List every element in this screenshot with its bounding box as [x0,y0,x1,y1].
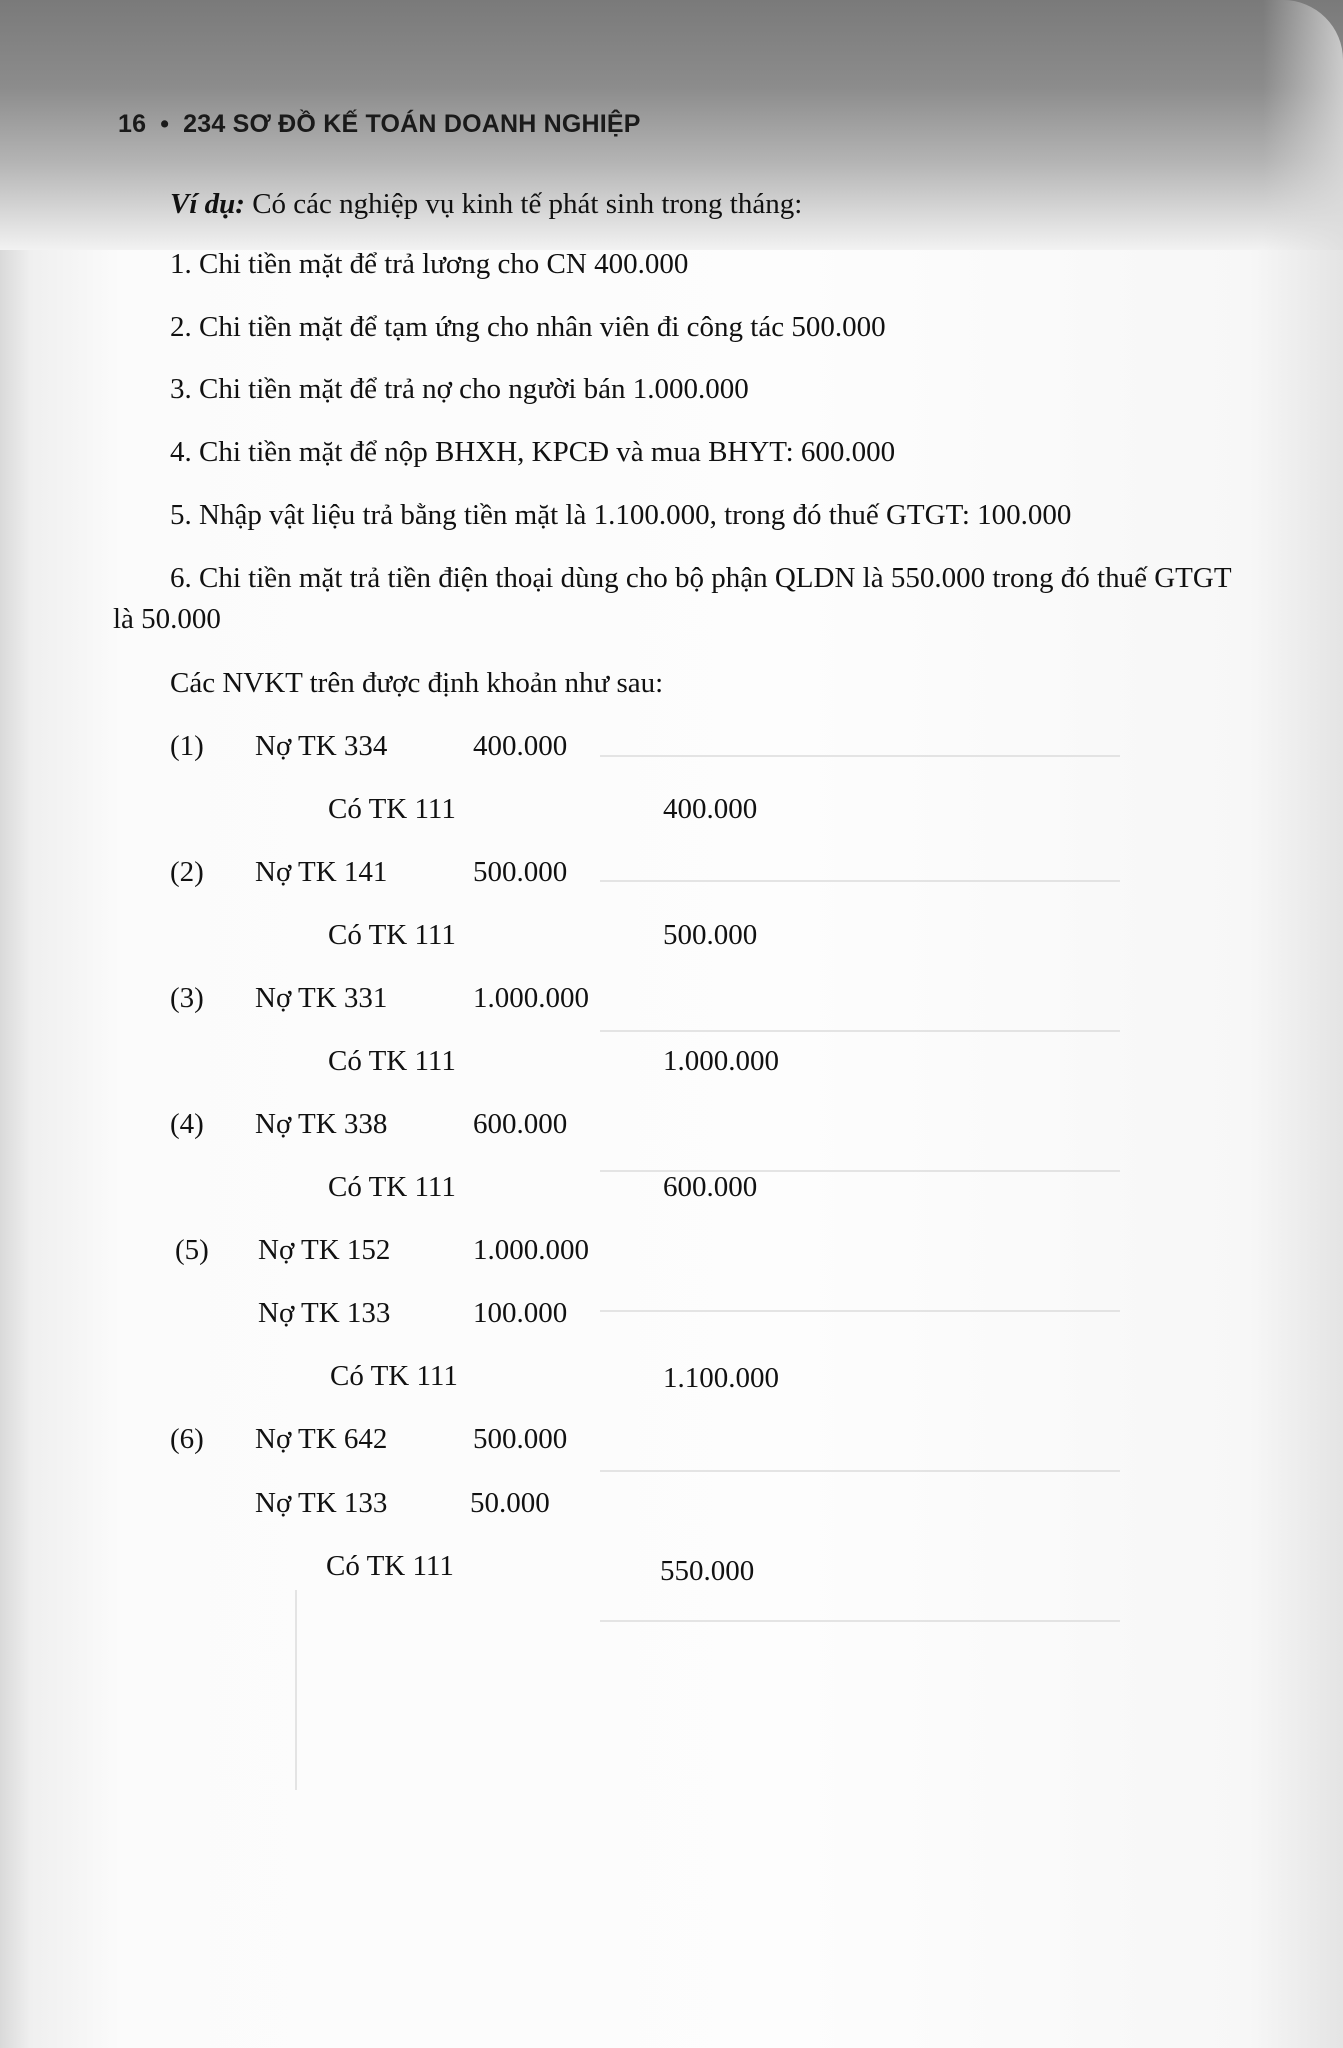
entry-debit: 500.000 [473,1423,568,1455]
entry-account: Có TK 111 [328,919,456,951]
entry-account: Có TK 111 [328,1045,456,1077]
entry-account: Nợ TK 331 [255,982,388,1014]
entry-account: Nợ TK 152 [258,1234,391,1266]
entry-account: Có TK 111 [326,1550,454,1582]
transaction-2: 2. Chi tiền mặt để tạm ứng cho nhân viên đi công tác 500.000 [170,311,886,343]
entry-account: Có TK 111 [328,793,456,825]
entry-credit: 1.100.000 [663,1362,779,1394]
entry-debit: 100.000 [473,1297,568,1329]
summary-heading: Các NVKT trên được định khoản như sau: [170,667,664,699]
entry-debit: 600.000 [473,1108,568,1140]
entry-debit: 1.000.000 [473,1234,589,1266]
transaction-5: 5. Nhập vật liệu trả bằng tiền mặt là 1.100.000, trong đó thuế GTGT: 100.000 [170,499,1072,531]
entry-account: Nợ TK 642 [255,1423,388,1455]
entry-debit: 50.000 [470,1487,550,1519]
transaction-6: 6. Chi tiền mặt trả tiền điện thoại dùng cho bộ phận QLDN là 550.000 trong đó thuế GTGT [170,562,1232,594]
entry-credit: 600.000 [663,1171,758,1203]
intro-text: Có các nghiệp vụ kinh tế phát sinh trong tháng: [252,188,803,220]
entry-number: (6) [170,1423,204,1455]
entry-account: Nợ TK 141 [255,856,388,888]
entry-debit: 1.000.000 [473,982,589,1014]
entry-account: Nợ TK 133 [255,1487,388,1519]
transaction-3: 3. Chi tiền mặt để trả nợ cho người bán 1.000.000 [170,373,749,405]
intro-line [170,188,802,221]
example-label: Ví dụ: [170,188,245,220]
entry-credit: 1.000.000 [663,1045,779,1077]
entry-credit: 550.000 [660,1555,755,1587]
transaction-1: 1. Chi tiền mặt để trả lương cho CN 400.000 [170,248,689,280]
running-header [118,110,641,139]
entry-account: Nợ TK 338 [255,1108,388,1140]
entry-account: Nợ TK 133 [258,1297,391,1329]
transaction-4: 4. Chi tiền mặt để nộp BHXH, KPCĐ và mua BHYT: 600.000 [170,436,896,468]
entry-account: Có TK 111 [330,1360,458,1392]
entry-number: (3) [170,982,204,1014]
entry-credit: 400.000 [663,793,758,825]
entry-number: (1) [170,730,204,762]
entry-debit: 400.000 [473,730,568,762]
entry-number: (4) [170,1108,204,1140]
entry-debit: 500.000 [473,856,568,888]
transaction-6-continued: là 50.000 [113,603,221,635]
book-title: 234 SƠ ĐỒ KẾ TOÁN DOANH NGHIỆP [183,110,641,138]
entry-account: Nợ TK 334 [255,730,388,762]
page-number: 16 [118,110,147,138]
entry-credit: 500.000 [663,919,758,951]
header-separator: • [160,110,170,138]
entry-number: (2) [170,856,204,888]
entry-number: (5) [175,1234,209,1266]
entry-account: Có TK 111 [328,1171,456,1203]
